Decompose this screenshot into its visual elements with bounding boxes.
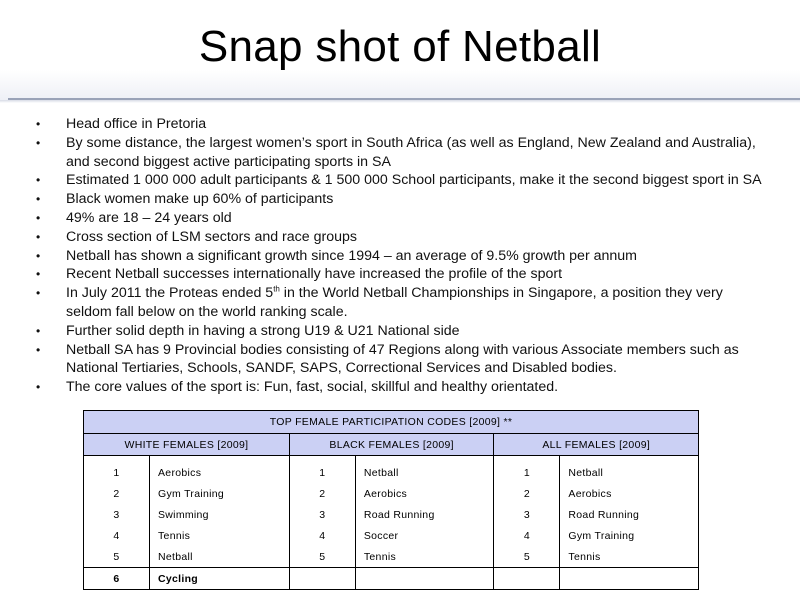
rank-cell: 6: [84, 568, 150, 590]
rank-cell: 5: [84, 546, 150, 568]
bullet-item: • Cross section of LSM sectors and race groups: [36, 228, 766, 247]
bullet-item: • 49% are 18 – 24 years old: [36, 209, 766, 228]
sport-cell: Road Running: [560, 504, 699, 525]
sport-cell: Aerobics: [150, 456, 290, 484]
sport-cell: Tennis: [560, 546, 699, 568]
rank-cell: 3: [84, 504, 150, 525]
rank-cell: 3: [494, 504, 560, 525]
sport-cell: Gym Training: [560, 525, 699, 546]
bullet-item: • The core values of the sport is: Fun, fast, social, skillful and healthy orientated.: [36, 378, 766, 397]
bullet-item: • Head office in Pretoria: [36, 115, 766, 134]
table-row: [84, 456, 699, 484]
group-header-black: BLACK FEMALES [2009]: [289, 434, 494, 456]
rank-cell: 5: [289, 546, 355, 568]
bullet-item: • Recent Netball successes internationally have increased the profile of the sport: [36, 265, 766, 284]
rank-cell: 1: [84, 456, 150, 484]
sport-cell: Tennis: [355, 546, 494, 568]
rank-cell: [494, 568, 560, 590]
sport-cell: Aerobics: [355, 483, 494, 504]
rank-cell: 3: [289, 504, 355, 525]
sport-cell: Soccer: [355, 525, 494, 546]
ordinal-suffix: th: [273, 284, 280, 294]
bullet-item: • Netball has shown a significant growth since 1994 – an average of 9.5% growth per annum: [36, 247, 766, 266]
sport-cell: Road Running: [355, 504, 494, 525]
table-caption: TOP FEMALE PARTICIPATION CODES [2009] **: [84, 411, 699, 434]
bullet-item: • Estimated 1 000 000 adult participants & 1 500 000 School participants, make it the second biggest sport in SA: [36, 171, 766, 190]
group-header-all: ALL FEMALES [2009]: [494, 434, 699, 456]
sport-cell: Netball: [560, 456, 699, 484]
rank-cell: 4: [289, 525, 355, 546]
rank-cell: 2: [84, 483, 150, 504]
table-row: [84, 568, 699, 590]
sport-cell: Aerobics: [560, 483, 699, 504]
rank-cell: 5: [494, 546, 560, 568]
table-row: [84, 483, 699, 504]
sport-cell: Gym Training: [150, 483, 290, 504]
sport-cell: [355, 568, 494, 590]
bullet-item: • Further solid depth in having a strong U19 & U21 National side: [36, 322, 766, 341]
rank-cell: [289, 568, 355, 590]
sport-cell: Tennis: [150, 525, 290, 546]
slide-title: Snap shot of Netball: [198, 22, 602, 71]
table-row: [84, 525, 699, 546]
sport-cell: Netball: [355, 456, 494, 484]
sport-cell: Netball: [150, 546, 290, 568]
bullet-item: • By some distance, the largest women’s sport in South Africa (as well as England, New Zealand and Australia), and second biggest active participating sports in SA: [36, 134, 766, 172]
bullet-item: • Netball SA has 9 Provincial bodies consisting of 47 Regions along with various Associate members such as National Tertiaries, Schools, SANDF, SAPS, Correctional Services and Disabled bodies.: [36, 341, 766, 379]
group-header-white: WHITE FEMALES [2009]: [84, 434, 290, 456]
title-divider-shadow: [0, 100, 800, 103]
bullet-text: In July 2011 the Proteas ended 5: [66, 285, 274, 302]
sport-cell: Cycling: [150, 568, 290, 590]
participation-table: [83, 410, 699, 590]
rank-cell: 4: [494, 525, 560, 546]
rank-cell: 1: [289, 456, 355, 484]
bullet-item-july: [36, 284, 766, 322]
bullet-text: in the World Netball Championships in Singapore, a position they very seldom fall below on the world ranking scale.: [66, 285, 723, 320]
bullet-item: • Black women make up 60% of participants: [36, 190, 766, 209]
rank-cell: 4: [84, 525, 150, 546]
bullet-list: [36, 115, 766, 397]
rank-cell: 2: [289, 483, 355, 504]
rank-cell: 2: [494, 483, 560, 504]
table-row: [84, 504, 699, 525]
sport-cell: Swimming: [150, 504, 290, 525]
rank-cell: 1: [494, 456, 560, 484]
sport-cell: [560, 568, 699, 590]
table-row: [84, 546, 699, 568]
